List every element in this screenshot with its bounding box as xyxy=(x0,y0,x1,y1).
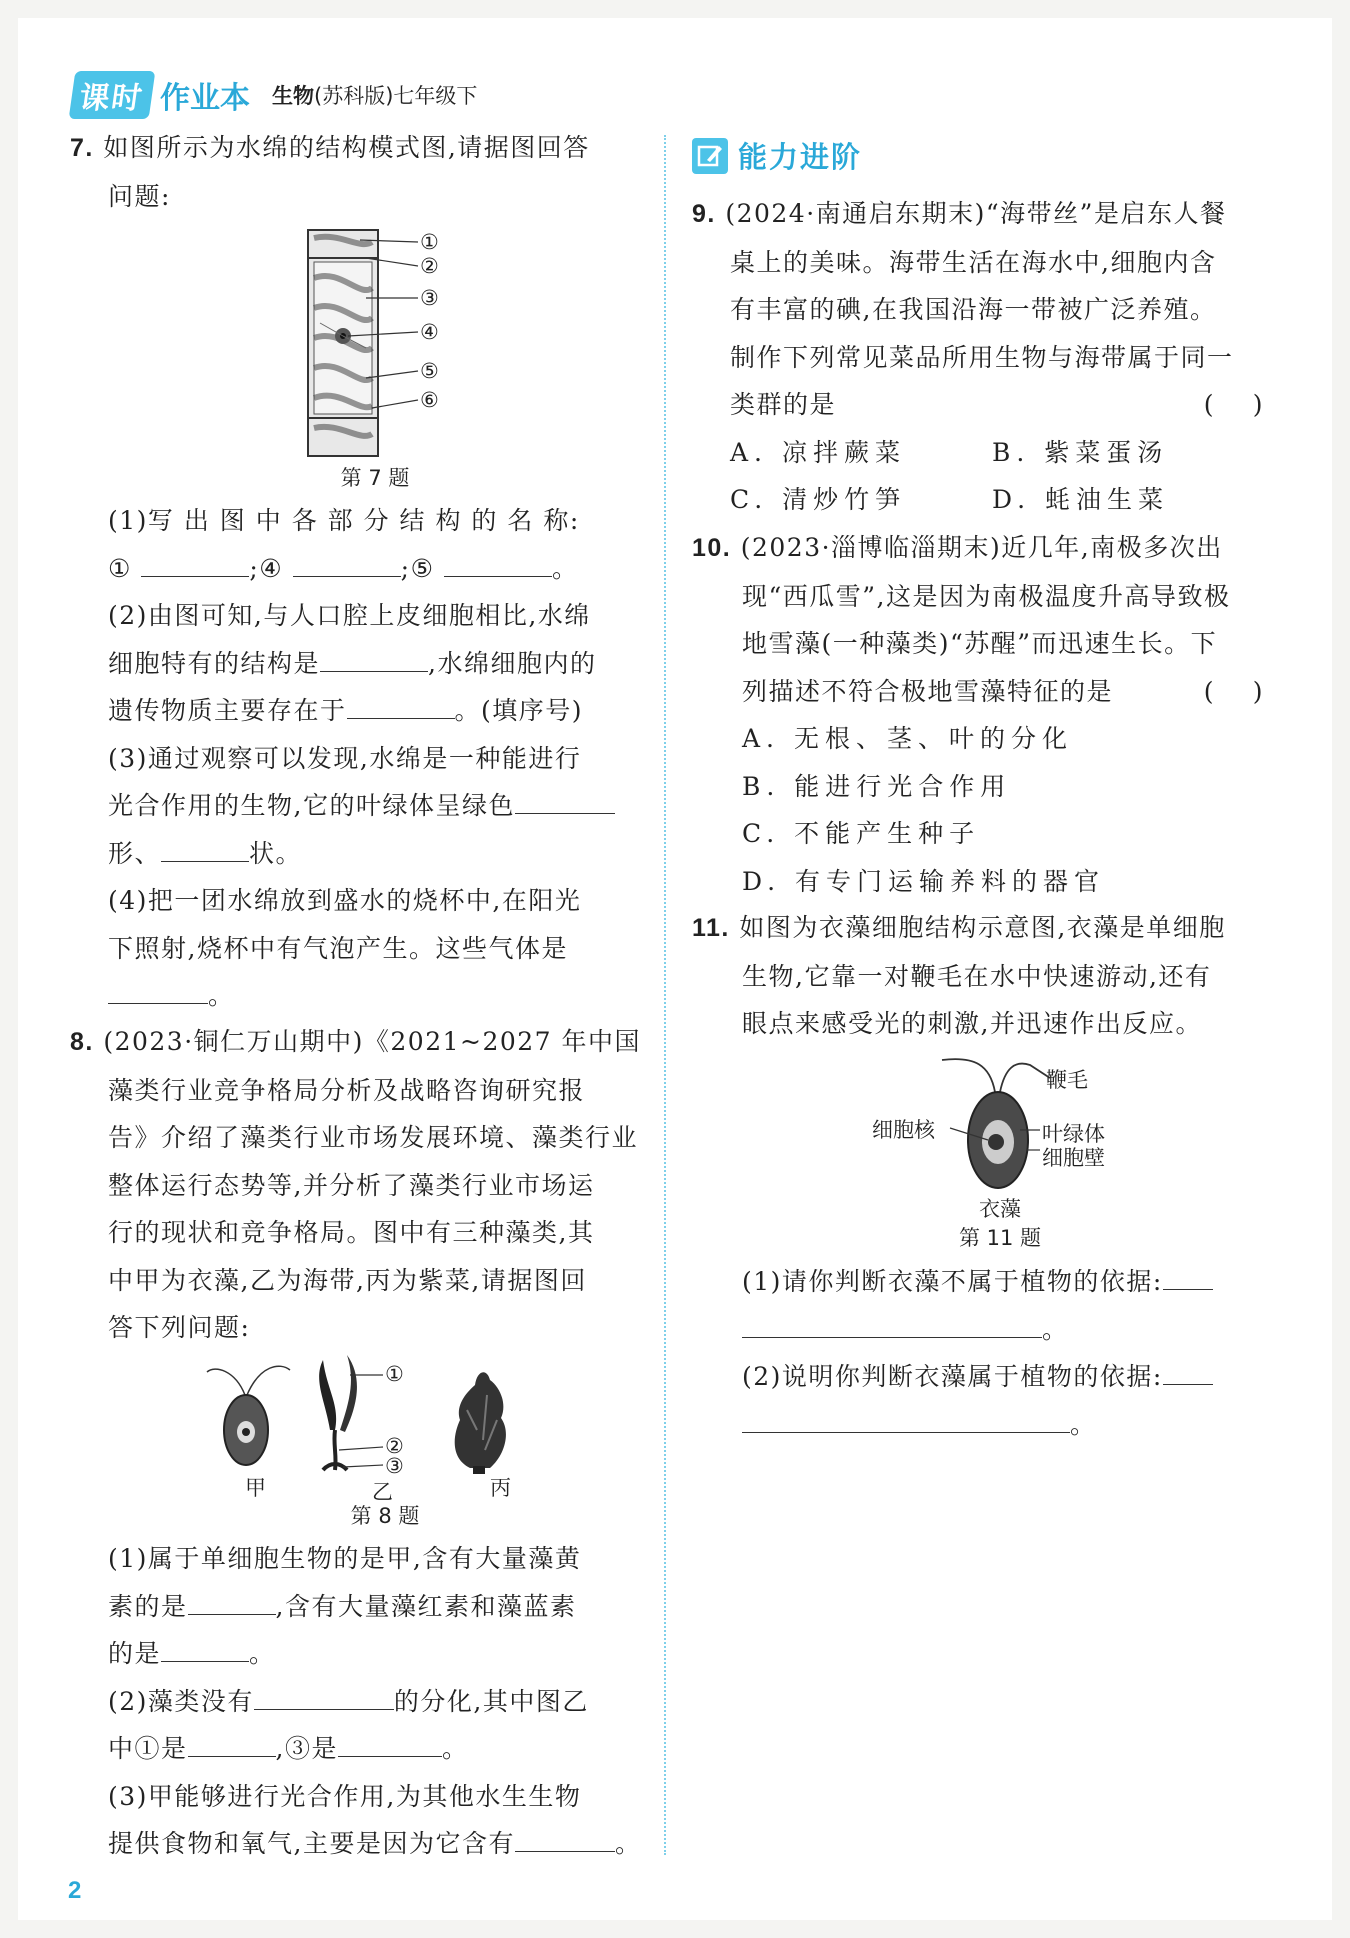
q8-part3-line1: (3)甲能够进行光合作用,为其他水生生物 xyxy=(108,1781,582,1811)
q7-part3-line3: 形、 状。 xyxy=(108,830,648,878)
q11-part1-line2: 。 xyxy=(742,1306,1262,1354)
q10-option-b[interactable]: B. 能进行光合作用 xyxy=(742,771,1012,801)
q11-blank-not-plant-a[interactable] xyxy=(1163,1263,1213,1290)
q11-stem xyxy=(692,904,1264,1048)
q7-part4-line3: 。 xyxy=(108,972,648,1020)
q7-blank-1[interactable] xyxy=(141,550,249,577)
q9-line-3: 有丰富的碘,在我国沿海一带被广泛养殖。 xyxy=(730,295,1217,324)
q8-line-2: 藻类行业竞争格局分析及战略咨询研究报 xyxy=(108,1075,586,1105)
q9-option-d[interactable]: D. 蚝油生菜 xyxy=(992,485,1170,514)
q8-blank-differentiation[interactable] xyxy=(254,1683,394,1710)
q10-line-2: 现“西瓜雪”,这是因为南极温度升高导致极 xyxy=(742,581,1231,611)
q11-chlamydomonas-figure xyxy=(872,1050,1140,1190)
series-logo: 课时 xyxy=(69,71,156,119)
q9-option-c[interactable]: C. 清炒竹笋 xyxy=(730,485,907,514)
q8-line-1: (2023·铜仁万山期中)《2021~2027 年中国 xyxy=(103,1027,642,1056)
q11-figure-caption: 第 11 题 xyxy=(958,1226,1042,1250)
q7-part4-line1: (4)把一团水绵放到盛水的烧杯中,在阳光 xyxy=(108,886,582,915)
q11-blank-plant-a[interactable] xyxy=(1163,1358,1213,1385)
q11-label-chloroplast: 叶绿体 xyxy=(1042,1122,1105,1146)
q10-option-a[interactable]: A. 无根、茎、叶的分化 xyxy=(742,724,1073,753)
q7-part3-line2: 光合作用的生物,它的叶绿体呈绿色 xyxy=(108,782,648,830)
q11-label-nucleus: 细胞核 xyxy=(872,1118,935,1142)
q10-line-4: 列描述不符合极地雪藻特征的是 ( ) xyxy=(692,668,1264,716)
q7-part2-line3: 遗传物质主要存在于 。(填序号) xyxy=(108,687,648,735)
q8-blank-part1[interactable] xyxy=(188,1730,276,1757)
q11-parts xyxy=(742,1258,1262,1448)
q7-parts xyxy=(108,497,648,1020)
q7-part1-line1: (1)写 出 图 中 各 部 分 结 构 的 名 称: xyxy=(108,506,580,535)
q7-blank-genetic[interactable] xyxy=(347,692,455,719)
q11-number: 11. xyxy=(692,914,730,942)
q7-stem-line2: 问题: xyxy=(108,181,171,211)
q10-line-3: 地雪藻(一种藻类)“苏醒”而迅速生长。下 xyxy=(742,629,1218,658)
q8-line-5: 行的现状和竞争格局。图中有三种藻类,其 xyxy=(108,1218,595,1247)
q10-stem xyxy=(692,524,1264,905)
q10-option-c[interactable]: C. 不能产生种子 xyxy=(742,819,981,848)
q8-part1-line1: (1)属于单细胞生物的是甲,含有大量藻黄 xyxy=(108,1544,582,1573)
q8-part2-line2: 中①是 ,③是 。 xyxy=(108,1725,648,1773)
q7-stem xyxy=(70,124,650,220)
q7-part1-line2: ① ;④ ;⑤ 。 xyxy=(108,545,648,593)
q9-line-4: 制作下列常见菜品所用生物与海带属于同一 xyxy=(730,342,1234,372)
pencil-icon xyxy=(692,138,728,174)
q11-part2-line1: (2)说明你判断衣藻属于植物的依据: xyxy=(742,1353,1262,1401)
q11-label-wall: 细胞壁 xyxy=(1042,1146,1105,1170)
q8-label-3: ③ xyxy=(385,1454,404,1478)
q9-answer-paren[interactable]: ( ) xyxy=(1203,390,1264,419)
q7-figure-caption: 第 7 题 xyxy=(340,466,410,490)
subject-edition: (苏科版)七年级下 xyxy=(314,84,478,108)
q7-blank-gas[interactable] xyxy=(108,977,208,1004)
q8-line-6: 中甲为衣藻,乙为海带,丙为紫菜,请据图回 xyxy=(108,1265,587,1295)
q9-options-row2 xyxy=(692,476,1264,524)
q8-blank-part3[interactable] xyxy=(338,1730,442,1757)
q9-line-2: 桌上的美味。海带生活在海水中,细胞内含 xyxy=(730,247,1217,277)
q10-number: 10. xyxy=(692,534,732,562)
q8-label-1: ① xyxy=(385,1362,404,1386)
q7-spirogyra-figure xyxy=(300,228,460,458)
q8-number: 8. xyxy=(70,1028,94,1056)
q8-blank-xanthophyll[interactable] xyxy=(188,1588,276,1615)
q8-stem xyxy=(70,1018,650,1352)
q8-line-7: 答下列问题: xyxy=(108,1313,251,1342)
q8-part1-line2: 素的是 ,含有大量藻红素和藻蓝素 xyxy=(108,1583,648,1631)
q7-part3-line1: (3)通过观察可以发现,水绵是一种能进行 xyxy=(108,743,582,773)
q7-stem-line1: 如图所示为水绵的结构模式图,请据图回答 xyxy=(103,133,590,162)
q7-blank-shape[interactable] xyxy=(161,835,249,862)
q8-blank-contains[interactable] xyxy=(515,1825,615,1852)
q8-line-3: 告》介绍了藻类行业市场发展环境、藻类行业 xyxy=(108,1123,639,1152)
q7-label-1: ① xyxy=(420,230,439,254)
q10-answer-paren[interactable]: ( ) xyxy=(1203,676,1264,706)
q8-part1-line3: 的是 。 xyxy=(108,1630,648,1678)
q11-part2-line2: 。 xyxy=(742,1401,1262,1449)
subject-name: 生物 xyxy=(272,84,314,108)
q9-line-1: (2024·南通启东期末)“海带丝”是启东人餐 xyxy=(725,199,1227,228)
q9-stem xyxy=(692,190,1264,524)
q7-label-3: ③ xyxy=(420,286,439,310)
q8-label-2: ② xyxy=(385,1434,404,1458)
q9-number: 9. xyxy=(692,200,716,228)
q10-line-1: (2023·淄博临淄期末)近几年,南极多次出 xyxy=(740,533,1223,562)
section-title: 能力进阶 xyxy=(738,140,863,174)
q7-part4-line2: 下照射,烧杯中有气泡产生。这些气体是 xyxy=(108,933,568,963)
q10-option-d[interactable]: D. 有专门运输养料的器官 xyxy=(742,866,1106,896)
q11-label-flagella: 鞭毛 xyxy=(1046,1068,1088,1092)
q7-label-4: ④ xyxy=(420,320,439,344)
q7-blank-4[interactable] xyxy=(293,550,401,577)
q11-line-2: 生物,它靠一对鞭毛在水中快速游动,还有 xyxy=(742,961,1212,991)
q7-part2-line2: 细胞特有的结构是 ,水绵细胞内的 xyxy=(108,640,648,688)
q8-part3-line2: 提供食物和氧气,主要是因为它含有 。 xyxy=(108,1820,648,1868)
q7-label-6: ⑥ xyxy=(420,388,439,412)
q8-figure-caption: 第 8 题 xyxy=(350,1504,420,1528)
q8-line-4: 整体运行态势等,并分析了藻类行业市场运 xyxy=(108,1170,595,1200)
q8-name-bing: 丙 xyxy=(490,1476,511,1500)
page-header xyxy=(72,70,477,120)
q11-blank-plant-b[interactable] xyxy=(742,1406,1070,1433)
q8-blank-phycoerythrin[interactable] xyxy=(161,1635,249,1662)
q11-figure-name: 衣藻 xyxy=(979,1197,1021,1221)
q9-option-a[interactable]: A. 凉拌蕨菜 xyxy=(730,437,906,467)
q8-name-yi: 乙 xyxy=(372,1480,393,1504)
q7-label-2: ② xyxy=(420,254,439,278)
q11-blank-not-plant-b[interactable] xyxy=(742,1311,1042,1338)
q7-blank-5[interactable] xyxy=(444,550,552,577)
q7-label-5: ⑤ xyxy=(420,359,439,383)
page-number: 2 xyxy=(68,1877,82,1904)
series-title: 作业本 xyxy=(160,81,250,116)
q9-line-5: 类群的是 ( ) xyxy=(692,381,1264,429)
q7-blank-special-structure[interactable] xyxy=(320,645,428,672)
q8-part2-line1: (2)藻类没有 的分化,其中图乙 xyxy=(108,1678,648,1726)
q9-option-b[interactable]: B. 紫菜蛋汤 xyxy=(992,437,1169,467)
q11-line-1: 如图为衣藻细胞结构示意图,衣藻是单细胞 xyxy=(739,913,1226,942)
section-heading xyxy=(692,135,862,176)
q7-part2-line1: (2)由图可知,与人口腔上皮细胞相比,水绵 xyxy=(108,601,591,630)
q11-line-3: 眼点来感受光的刺激,并迅速作出反应。 xyxy=(742,1009,1202,1038)
subject-title xyxy=(272,80,477,110)
q11-part1-line1: (1)请你判断衣藻不属于植物的依据: xyxy=(742,1258,1262,1306)
q8-parts xyxy=(108,1535,648,1868)
q7-number: 7. xyxy=(70,134,94,162)
column-divider xyxy=(664,135,666,1855)
q9-options-row1 xyxy=(692,429,1264,477)
q8-name-jia: 甲 xyxy=(245,1476,266,1500)
q7-blank-color[interactable] xyxy=(515,787,615,814)
